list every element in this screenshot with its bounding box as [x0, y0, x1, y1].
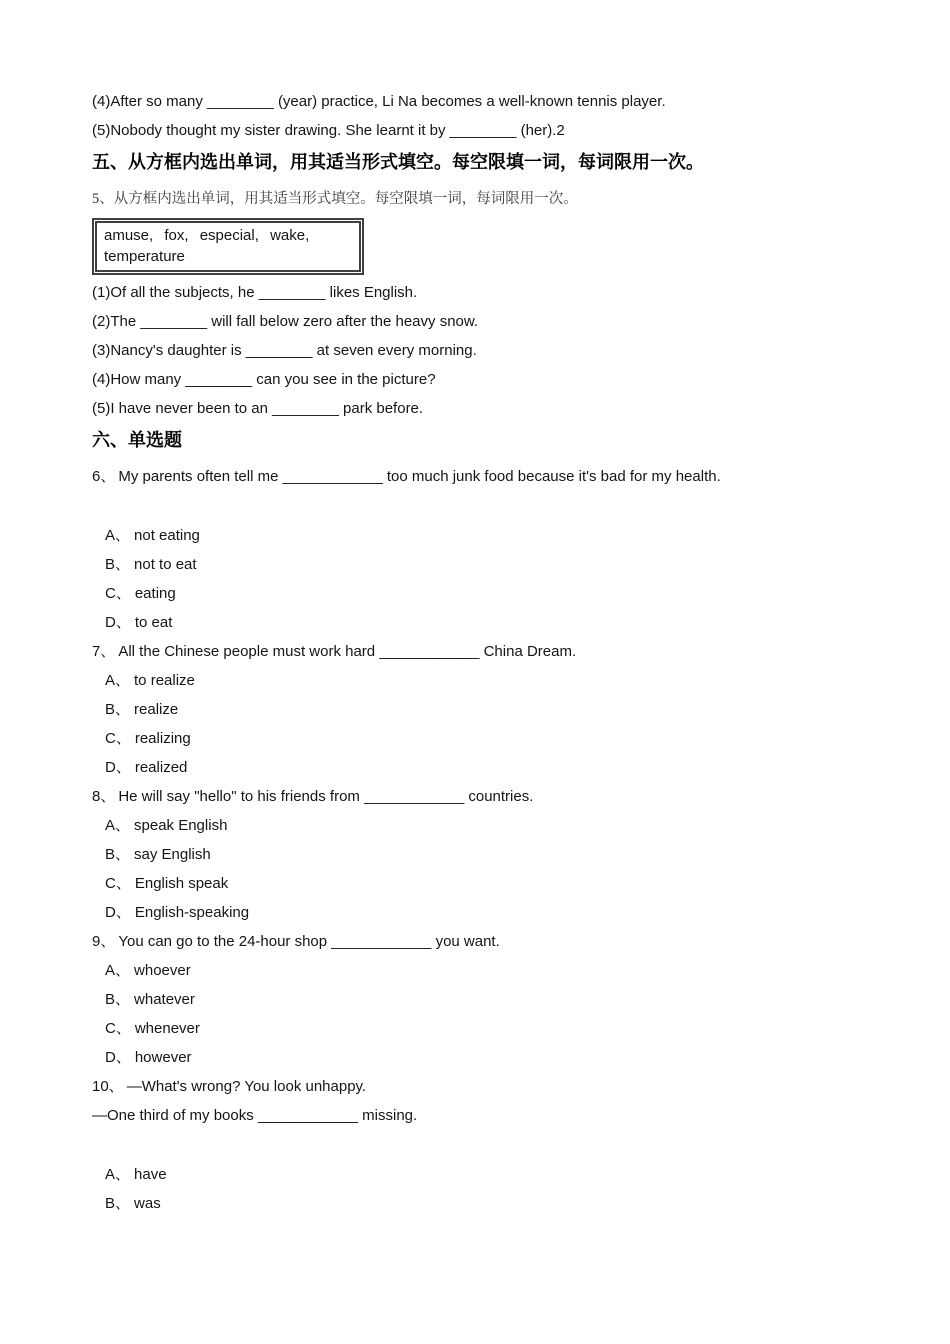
- question-9-option-d: [92, 1048, 855, 1068]
- question-9: [92, 932, 855, 952]
- option-label: C、: [105, 585, 131, 602]
- question-7-option-a: [92, 671, 855, 691]
- option-text: not eating: [134, 527, 200, 544]
- question-8-option-b: [92, 845, 855, 865]
- question-8-option-c: [92, 874, 855, 894]
- option-label: A、: [105, 527, 131, 544]
- question-9-option-b: [92, 990, 855, 1010]
- option-text: to realize: [134, 672, 195, 689]
- fill-item-3: (3)Nancy's daughter is ________ at seven every morning.: [92, 342, 477, 359]
- option-label: D、: [105, 904, 131, 921]
- question-8-text: He will say "hello" to his friends from ____________ countries.: [118, 788, 534, 805]
- option-text: realize: [134, 701, 179, 718]
- section5-heading: 五、从方框内选出单词，用其适当形式填空。每空限填一词，每词限用一次。: [92, 152, 704, 172]
- question-10-number: 10、: [92, 1078, 124, 1095]
- option-label: A、: [105, 962, 131, 979]
- option-label: D、: [105, 614, 131, 631]
- option-text: was: [134, 1195, 161, 1212]
- option-text: have: [134, 1166, 167, 1183]
- question-6: [92, 467, 855, 487]
- option-label: B、: [105, 846, 131, 863]
- option-text: whoever: [134, 962, 191, 979]
- section6-heading: 六、单选题: [92, 430, 182, 450]
- section5-instruction: 5、从方框内选出单词，用其适当形式填空。每空限填一词，每词限用一次。: [92, 191, 578, 207]
- question-9-option-a: [92, 961, 855, 981]
- option-text: English-speaking: [134, 904, 250, 921]
- question-6-option-c: [92, 584, 855, 604]
- option-text: to eat: [134, 614, 173, 631]
- question-7-option-b: [92, 700, 855, 720]
- option-text: say English: [134, 846, 211, 863]
- question-7-number: 7、: [92, 643, 116, 660]
- question-8-option-a: [92, 816, 855, 836]
- option-text: however: [134, 1049, 192, 1066]
- word-bank-line-2: temperature: [104, 248, 185, 265]
- option-label: D、: [105, 1049, 131, 1066]
- fill-item-2: (2)The ________ will fall below zero after the heavy snow.: [92, 313, 479, 330]
- question-6-number: 6、: [92, 468, 116, 485]
- option-text: English speak: [134, 875, 229, 892]
- question-6-text: My parents often tell me ____________ too much junk food because it's bad for my health.: [118, 468, 721, 485]
- option-label: C、: [105, 875, 131, 892]
- option-text: not to eat: [134, 556, 197, 573]
- option-text: speak English: [134, 817, 228, 834]
- word-bank-box: [92, 218, 364, 275]
- question-6-option-d: [92, 613, 855, 633]
- option-text: realized: [134, 759, 188, 776]
- fill-item-5: (5)I have never been to an ________ park before.: [92, 400, 424, 417]
- intro-line-5: (5)Nobody thought my sister drawing. She learnt it by ________ (her).2: [92, 122, 565, 139]
- question-10-option-b: [92, 1194, 855, 1214]
- option-text: eating: [134, 585, 176, 602]
- option-text: whatever: [134, 991, 195, 1008]
- question-10: [92, 1077, 855, 1097]
- word-bank-line-1: amuse, fox, especial, wake,: [104, 227, 310, 244]
- question-6-option-a: [92, 526, 855, 546]
- blank-line: [92, 496, 855, 526]
- question-8-number: 8、: [92, 788, 116, 805]
- option-label: A、: [105, 1166, 131, 1183]
- option-label: D、: [105, 759, 131, 776]
- fill-item-4: (4)How many ________ can you see in the picture?: [92, 371, 436, 388]
- fill-item-1: (1)Of all the subjects, he ________ likes English.: [92, 284, 418, 301]
- question-10-text-line2: —One third of my books ____________ missing.: [92, 1107, 418, 1124]
- option-label: A、: [105, 817, 131, 834]
- question-7-option-c: [92, 729, 855, 749]
- question-9-option-c: [92, 1019, 855, 1039]
- question-7: [92, 642, 855, 662]
- option-label: B、: [105, 1195, 131, 1212]
- option-text: whenever: [134, 1020, 200, 1037]
- question-7-text: All the Chinese people must work hard ____________ China Dream.: [118, 643, 577, 660]
- option-label: B、: [105, 991, 131, 1008]
- question-10-text: —What's wrong? You look unhappy.: [126, 1078, 367, 1095]
- question-6-option-b: [92, 555, 855, 575]
- option-label: B、: [105, 556, 131, 573]
- option-label: B、: [105, 701, 131, 718]
- question-9-number: 9、: [92, 933, 116, 950]
- question-9-text: You can go to the 24-hour shop ____________ you want.: [118, 933, 500, 950]
- intro-line-4: (4)After so many ________ (year) practice, Li Na becomes a well-known tennis player.: [92, 93, 666, 110]
- question-8-option-d: [92, 903, 855, 923]
- question-8: [92, 787, 855, 807]
- question-10-option-a: [92, 1165, 855, 1185]
- option-text: realizing: [134, 730, 191, 747]
- option-label: A、: [105, 672, 131, 689]
- blank-line: [92, 1135, 855, 1165]
- question-7-option-d: [92, 758, 855, 778]
- option-label: C、: [105, 730, 131, 747]
- option-label: C、: [105, 1020, 131, 1037]
